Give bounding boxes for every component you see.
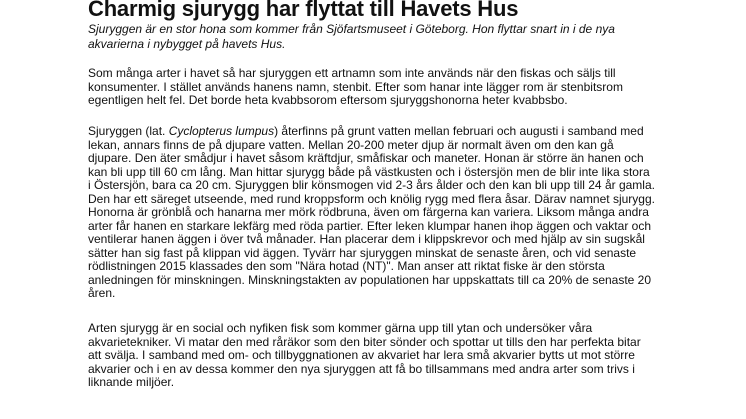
paragraph-line: Arten sjurygg är en social och nyfiken fisk som kommer gärna upp till ytan och undersöker våra — [88, 321, 593, 335]
paragraph-line: ventilerar hanen äggen i över två månader. Han placerar dem i klippskrevor och med hjälp av sin sugskål — [88, 232, 645, 246]
paragraph-line: lekan, annars finns de på djupare vatten. Mellan 20-200 meter djup är normalt även om den kan gå — [88, 137, 614, 152]
paragraph-line: åren. — [88, 286, 116, 300]
paragraph-line: Som många arter i havet så har sjuryggen ett artnamn som inte används när den fiskas och säljs till — [88, 66, 616, 80]
paragraph-line: att svälja. I samband med om- och tillbyggnationen av akvariet har lera små akvarier bytts ut mot större — [88, 348, 635, 362]
paragraph-line: konsumenter. I stället används hanens namn, stenbit. Efter som hanar inte lägger rom är stenbitsrom — [88, 79, 623, 94]
paragraph-text: Sjuryggen (lat. — [88, 124, 169, 138]
paragraph-akvariet — [88, 322, 668, 390]
paragraph-line: i Östersjön, bara ca 20 cm. Sjuryggen blir könsmogen vid 2-3 års ålder och den kan bli upp till 24 år gamla. — [88, 178, 655, 192]
paragraph-line: Honorna är grönblå och hanarna mer mörk rödbruna, även om färgerna kan variera. Liksom många andra — [88, 205, 649, 219]
paragraph-line: akvarietekniker. Vi matar den med råräkor som den biter sönder och spottar ut tills den har perfekta bitar — [88, 334, 641, 349]
paragraph-line: akvarier och i en av dessa kommer den nya sjuryggen att få bo tillsammans med andra arter som trivs i — [88, 361, 635, 376]
paragraph-line — [88, 125, 668, 139]
paragraph-line: djupare. Den äter smådjur i havet såsom kräftdjur, småfiskar och maneter. Honan är större än hanen och — [88, 151, 644, 165]
paragraph-line: Den har ett säreget utseende, med rund kroppsform och knölig rygg med flera åsar. Därav namnet sjurygg. — [88, 191, 655, 206]
article-lead — [88, 22, 668, 52]
paragraph-line: kan bli upp till 60 cm lång. Man hittar sjurygg både på västkusten och i östersjön men de blir inte lika stora — [88, 164, 650, 179]
paragraph-line: arter får hanen en starkare lekfärg med röda partier. Efter leken klumpar hanen ihop äggen och vaktar och — [88, 218, 651, 233]
paragraph-artnamn — [88, 67, 668, 108]
paragraph-text: ) återfinns på grunt vatten mellan februari och augusti i samband med — [274, 124, 644, 138]
lead-line: akvarierna i nybygget på havets Hus. — [88, 37, 286, 51]
latin-name: Cyclopterus lumpus — [168, 124, 275, 138]
paragraph-line: anledningen för minskningen. Minskningstakten av populationen har uppskattats till ca 20% de senaste 20 — [88, 272, 652, 287]
paragraph-line: sätter han sig fast på klippan vid äggen. Tyvärr har sjuryggen minskat de senaste åren, och vid senaste — [88, 245, 637, 260]
paragraph-biologi — [88, 125, 668, 301]
paragraph-line: egentligen helt fel. Det borde heta kvabbsorom eftersom sjuryggshonorna heter kvabbsbo. — [88, 93, 568, 107]
article-title: Charmig sjurygg har flyttat till Havets Hus — [88, 0, 519, 21]
paragraph-line: rödlistningen 2015 klassades den som "Nära hotad (NT)". Man anser att riktat fiske är den största — [88, 259, 605, 273]
paragraph-line: liknande miljöer. — [88, 375, 175, 389]
lead-line: Sjuryggen är en stor hona som kommer från Sjöfartsmuseet i Göteborg. Hon flyttar snart in i de nya — [88, 22, 615, 36]
